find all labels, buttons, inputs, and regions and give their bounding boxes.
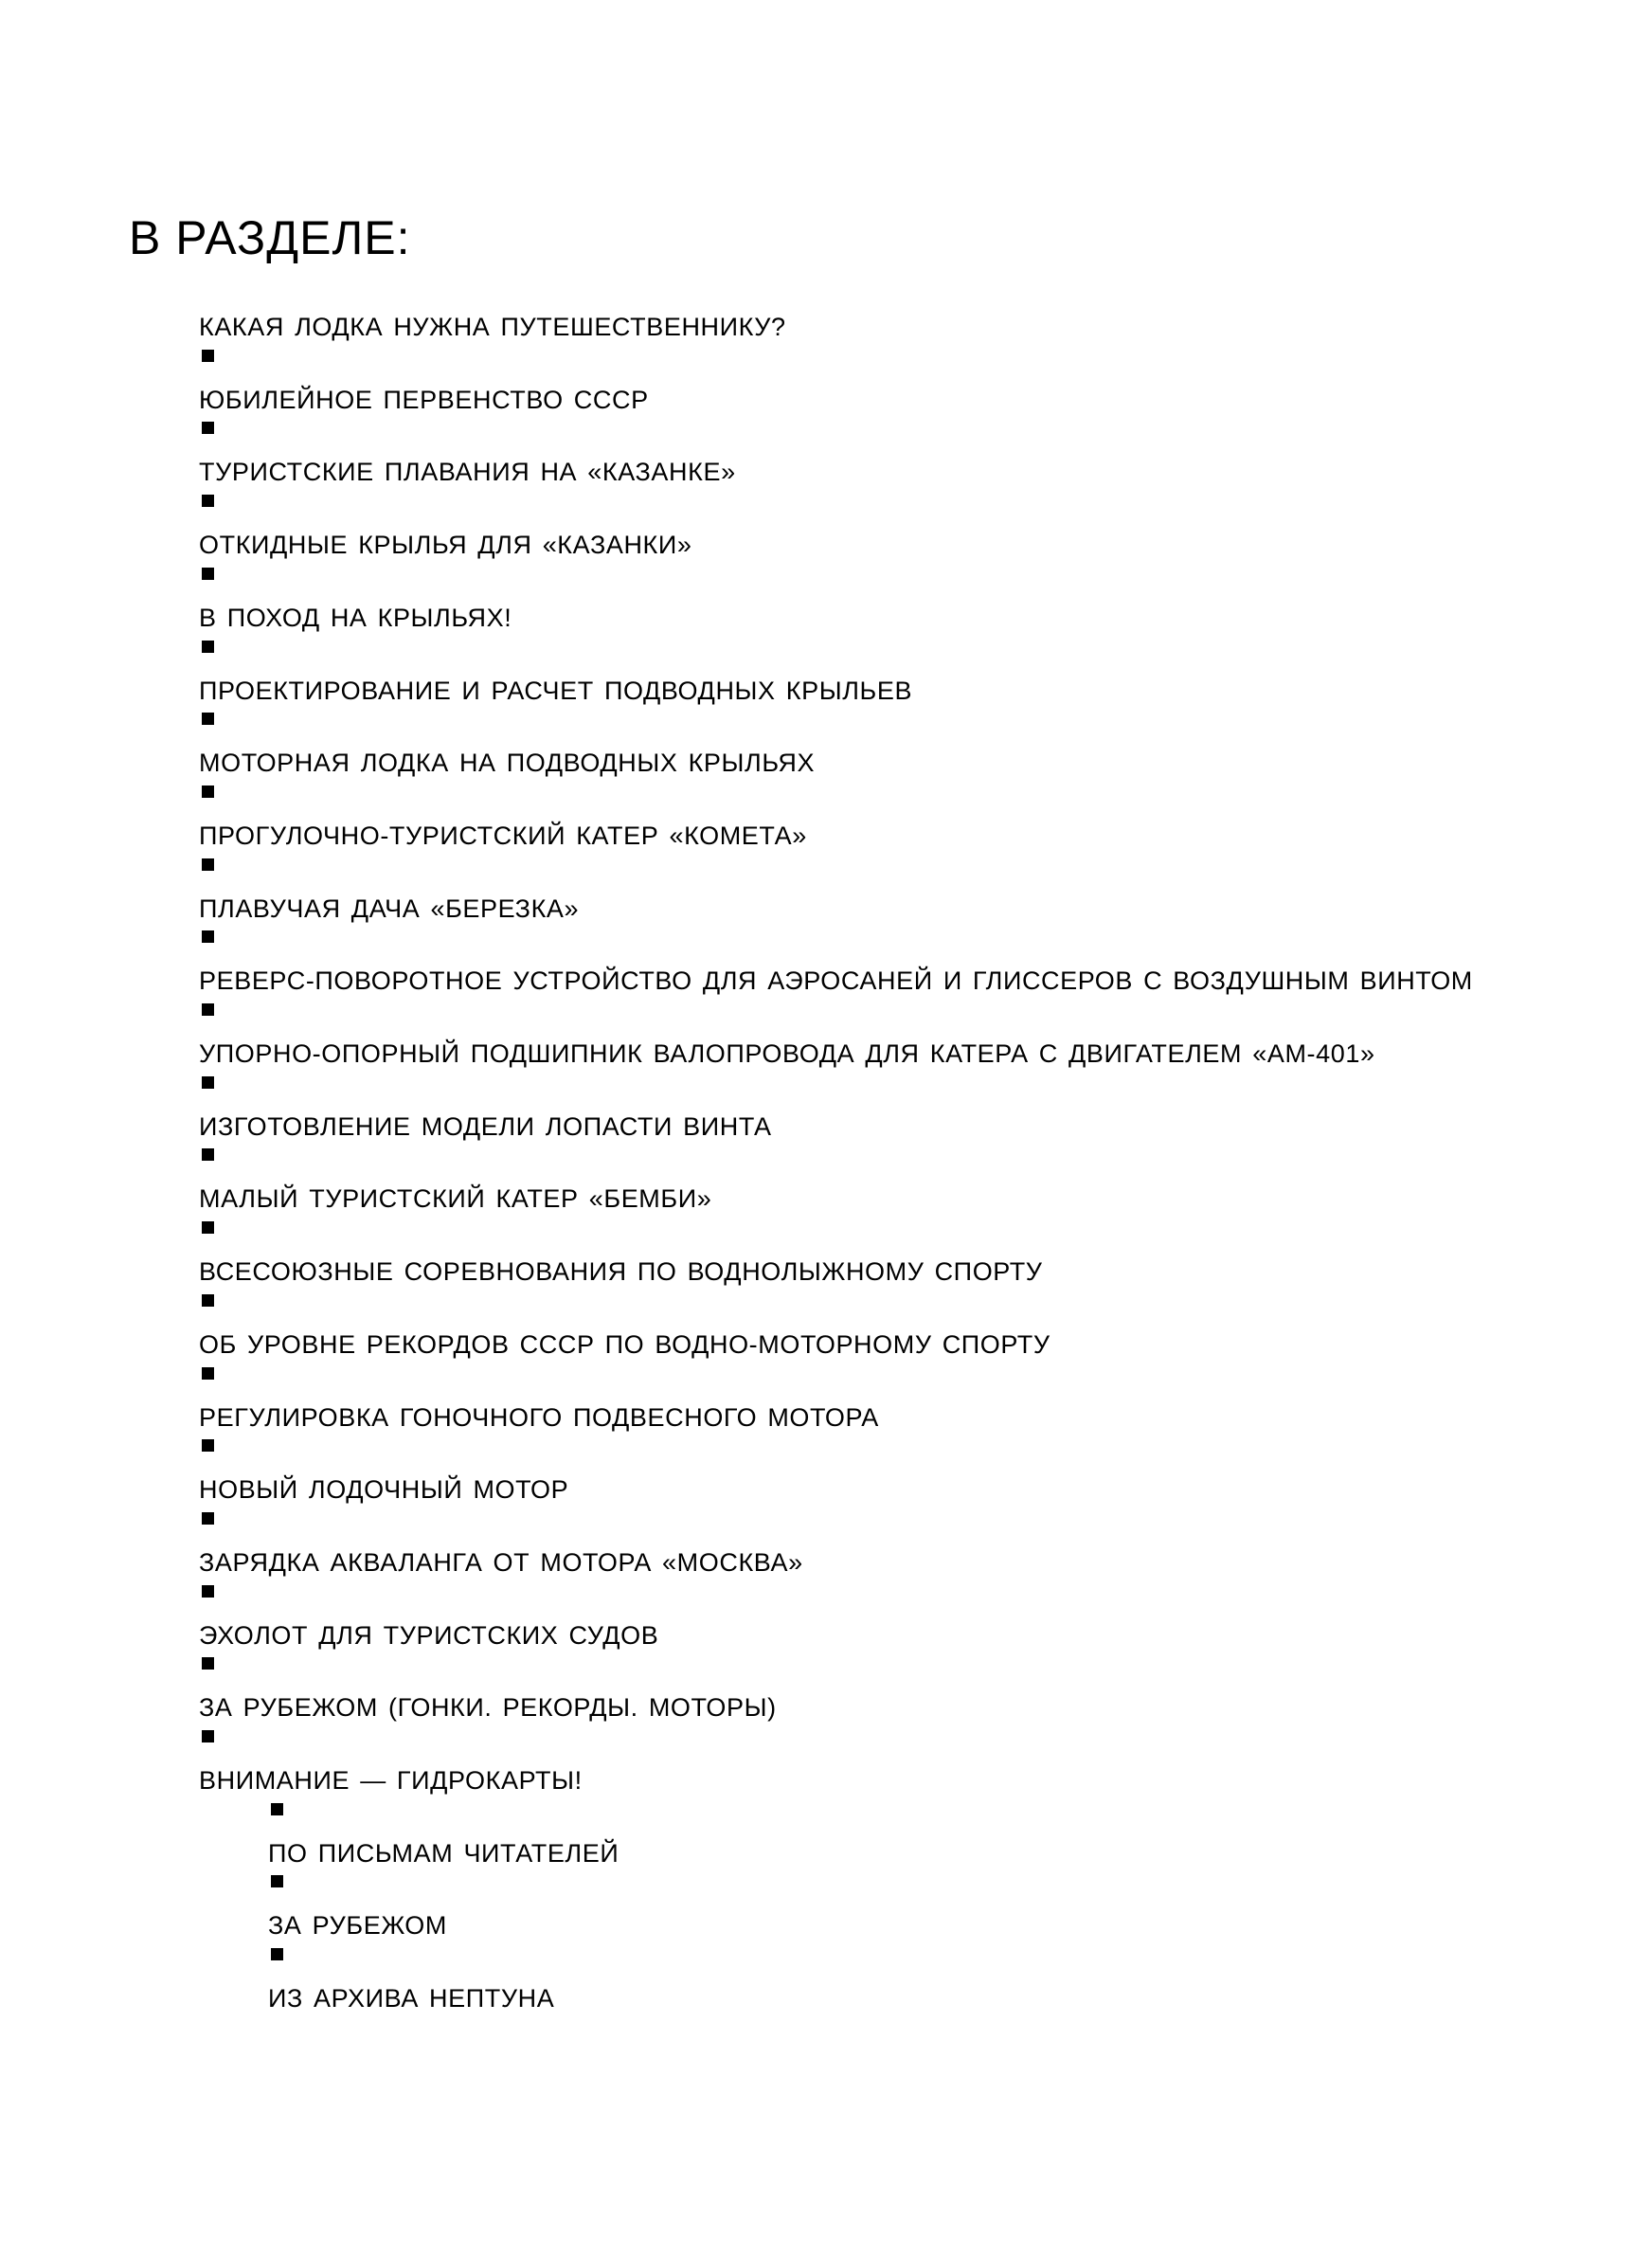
square-bullet-icon xyxy=(202,1294,214,1307)
toc-entry: ИЗГОТОВЛЕНИЕ МОДЕЛИ ЛОПАСТИ ВИНТА xyxy=(199,1112,772,1141)
square-bullet-icon xyxy=(202,1439,214,1452)
page-title: В РАЗДЕЛЕ: xyxy=(129,211,411,264)
square-bullet-icon xyxy=(271,1948,283,1960)
toc-entry: ЗАРЯДКА АКВАЛАНГА ОТ МОТОРА «МОСКВА» xyxy=(199,1548,803,1577)
square-bullet-icon xyxy=(202,1585,214,1598)
square-bullet-icon xyxy=(202,422,214,434)
square-bullet-icon xyxy=(202,1076,214,1089)
square-bullet-icon xyxy=(202,930,214,943)
square-bullet-icon xyxy=(202,785,214,798)
toc-entry: ЗА РУБЕЖОМ (ГОНКИ. РЕКОРДЫ. МОТОРЫ) xyxy=(199,1693,777,1722)
toc-entry: ЗА РУБЕЖОМ xyxy=(268,1911,447,1940)
toc-entry: РЕВЕРС-ПОВОРОТНОЕ УСТРОЙСТВО ДЛЯ АЭРОСАНЕЙ И ГЛИССЕРОВ С ВОЗДУШНЫМ ВИНТОМ xyxy=(199,966,1473,995)
toc-entry: РЕГУЛИРОВКА ГОНОЧНОГО ПОДВЕСНОГО МОТОРА xyxy=(199,1403,879,1432)
toc-entry: ВНИМАНИЕ — ГИДРОКАРТЫ! xyxy=(199,1766,583,1795)
square-bullet-icon xyxy=(202,568,214,580)
toc-entry: НОВЫЙ ЛОДОЧНЫЙ МОТОР xyxy=(199,1475,569,1504)
toc-entry: ЮБИЛЕЙНОЕ ПЕРВЕНСТВО СССР xyxy=(199,386,649,414)
square-bullet-icon xyxy=(202,495,214,507)
toc-entry: ПО ПИСЬМАМ ЧИТАТЕЛЕЙ xyxy=(268,1839,620,1868)
toc-entry: ОБ УРОВНЕ РЕКОРДОВ СССР ПО ВОДНО-МОТОРНОМУ СПОРТУ xyxy=(199,1330,1050,1359)
square-bullet-icon xyxy=(202,350,214,362)
square-bullet-icon xyxy=(271,1875,283,1887)
toc-entry: ВСЕСОЮЗНЫЕ СОРЕВНОВАНИЯ ПО ВОДНОЛЫЖНОМУ СПОРТУ xyxy=(199,1257,1043,1286)
toc-entry: ТУРИСТСКИЕ ПЛАВАНИЯ НА «КАЗАНКЕ» xyxy=(199,458,736,486)
toc-entry: ПЛАВУЧАЯ ДАЧА «БЕРЕЗКА» xyxy=(199,894,580,923)
square-bullet-icon xyxy=(202,1512,214,1525)
square-bullet-icon xyxy=(202,713,214,725)
square-bullet-icon xyxy=(202,858,214,871)
toc-entry: МОТОРНАЯ ЛОДКА НА ПОДВОДНЫХ КРЫЛЬЯХ xyxy=(199,749,816,777)
square-bullet-icon xyxy=(202,1221,214,1234)
toc-entry: ПРОЕКТИРОВАНИЕ И РАСЧЕТ ПОДВОДНЫХ КРЫЛЬЕВ xyxy=(199,677,913,705)
square-bullet-icon xyxy=(202,1003,214,1016)
toc-entry: КАКАЯ ЛОДКА НУЖНА ПУТЕШЕСТВЕННИКУ? xyxy=(199,313,786,341)
square-bullet-icon xyxy=(202,1367,214,1380)
toc-entry: МАЛЫЙ ТУРИСТСКИЙ КАТЕР «БЕМБИ» xyxy=(199,1184,712,1213)
toc-entry: ПРОГУЛОЧНО-ТУРИСТСКИЙ КАТЕР «КОМЕТА» xyxy=(199,822,807,850)
toc-entry: ИЗ АРХИВА НЕПТУНА xyxy=(268,1984,555,2013)
toc-entry: УПОРНО-ОПОРНЫЙ ПОДШИПНИК ВАЛОПРОВОДА ДЛЯ КАТЕРА С ДВИГАТЕЛЕМ «АМ-401» xyxy=(199,1039,1375,1068)
square-bullet-icon xyxy=(202,1730,214,1742)
square-bullet-icon xyxy=(202,1148,214,1161)
toc-entry: В ПОХОД НА КРЫЛЬЯХ! xyxy=(199,604,512,632)
toc-entry: ЭХОЛОТ ДЛЯ ТУРИСТСКИХ СУДОВ xyxy=(199,1621,659,1650)
square-bullet-icon xyxy=(202,1657,214,1670)
square-bullet-icon xyxy=(271,1803,283,1815)
toc-entry: ОТКИДНЫЕ КРЫЛЬЯ ДЛЯ «КАЗАНКИ» xyxy=(199,531,692,559)
square-bullet-icon xyxy=(202,641,214,653)
